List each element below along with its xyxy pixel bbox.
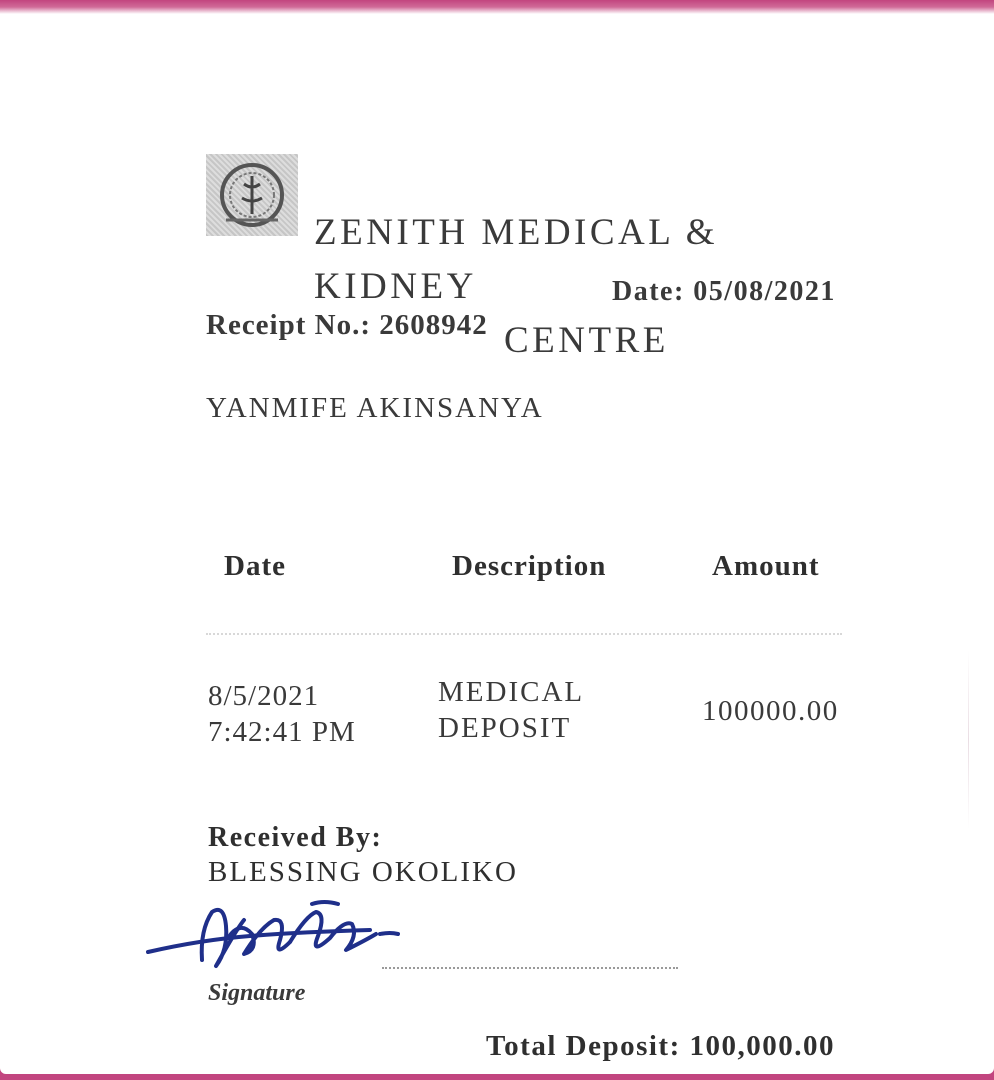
receipt-number-value: 2608942: [379, 309, 488, 341]
total-deposit: [486, 1030, 835, 1063]
paper-crease: [968, 650, 969, 830]
row-date-cell: [208, 678, 356, 750]
column-header-description: Description: [452, 550, 607, 582]
clinic-name-line2: CENTRE: [504, 320, 669, 361]
row-date: 8/5/2021: [208, 680, 320, 712]
receipt-number: [206, 309, 488, 342]
received-by-label: Received By:: [208, 822, 383, 853]
signature-label: Signature: [208, 980, 306, 1006]
clinic-logo-icon: [206, 154, 298, 236]
column-header-date: Date: [224, 550, 286, 582]
row-amount: 100000.00: [702, 695, 839, 727]
row-time: 7:42:41 PM: [208, 716, 356, 748]
row-description-line2: DEPOSIT: [438, 712, 572, 744]
total-deposit-value: 100,000.00: [689, 1030, 835, 1062]
receipt-number-label: Receipt No.:: [206, 309, 372, 341]
receipt-date-value: 05/08/2021: [693, 276, 836, 307]
handwritten-signature: [140, 890, 410, 980]
receipt-date: [612, 276, 836, 308]
clinic-name-line1: ZENITH MEDICAL & KIDNEY: [314, 212, 719, 307]
receipt-date-label: Date:: [612, 276, 685, 307]
column-header-amount: Amount: [712, 550, 820, 582]
patient-name: YANMIFE AKINSANYA: [206, 392, 544, 424]
receipt-paper: [0, 10, 994, 1074]
signature-line: [382, 967, 678, 969]
row-description-cell: [438, 674, 584, 746]
received-by-name: BLESSING OKOLIKO: [208, 856, 518, 888]
row-description-line1: MEDICAL: [438, 676, 585, 708]
table-divider: [206, 633, 842, 635]
total-deposit-label: Total Deposit:: [486, 1030, 681, 1062]
